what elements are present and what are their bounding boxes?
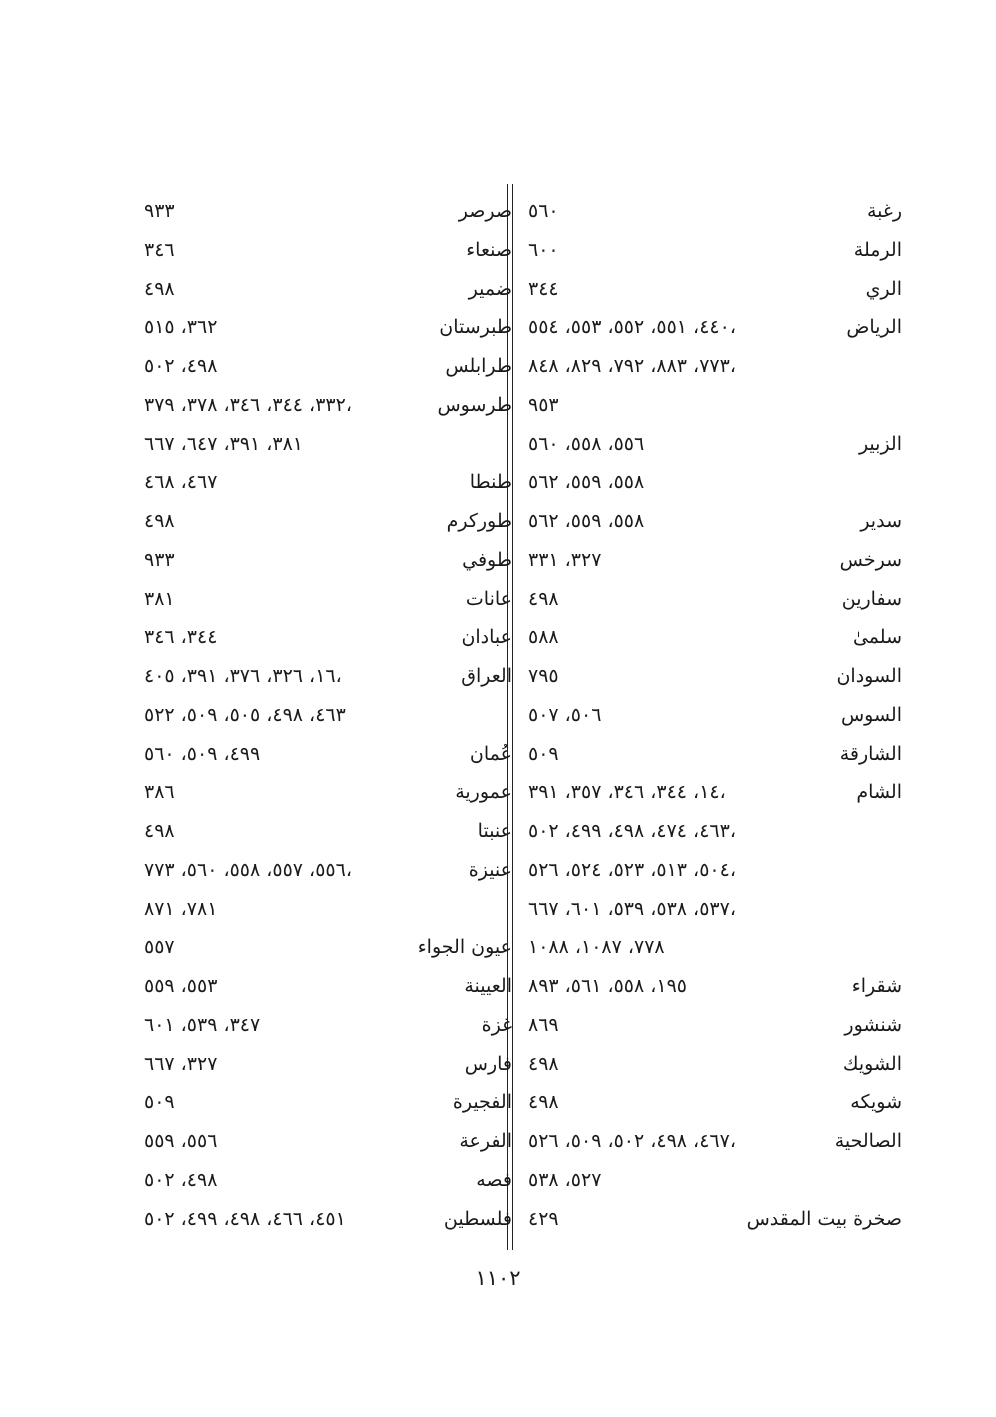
place-name: صنعاء — [466, 238, 512, 261]
place-name: طوركرم — [446, 510, 512, 532]
index-entry — [138, 890, 518, 928]
index-entry — [138, 463, 518, 501]
index-entry — [138, 773, 518, 811]
page-refs: ٤٢٩ — [528, 1207, 559, 1230]
index-entry — [522, 463, 902, 501]
index-entry — [522, 773, 902, 811]
index-entry — [522, 890, 902, 928]
page-refs: ٧٧٨، ١٠٨٧، ١٠٨٨ — [528, 936, 665, 959]
place-name: الشويك — [842, 1052, 902, 1075]
index-entry — [138, 231, 518, 269]
index-entry — [138, 851, 518, 889]
index-entry — [522, 735, 902, 773]
place-name: شنشور — [844, 1013, 902, 1036]
page-refs: ٤٩٩، ٥٠٩، ٥٦٠ — [144, 742, 261, 765]
page-refs: ٤٤٠، ٥٥١، ٥٥٢، ٥٥٣، ٥٥٤، — [528, 316, 736, 339]
place-name: العراق — [461, 665, 512, 687]
place-name: الرياض — [846, 316, 902, 339]
index-entry — [522, 192, 902, 230]
page-refs: ١٩٥، ٥٥٨، ٥٦١، ٨٩٣ — [528, 975, 688, 997]
page-refs: ٤٩٨ — [144, 277, 175, 300]
page-refs: ٤٦٣، ٤٩٨، ٥٠٥، ٥٠٩، ٥٢٢ — [144, 703, 346, 726]
place-name: فلسطين — [443, 1207, 512, 1230]
page-refs: ٣٤٧، ٥٣٩، ٦٠١ — [144, 1013, 261, 1036]
page-number: ١١٠٢ — [475, 1266, 521, 1290]
place-name: الصالحية — [834, 1130, 902, 1152]
page-refs: ٥٠٦، ٥٠٧ — [528, 703, 602, 726]
page-refs: ١٤، ٣٤٤، ٣٤٦، ٣٥٧، ٣٩١، — [528, 781, 726, 804]
place-name: طوفي — [462, 548, 512, 571]
index-entry — [522, 347, 902, 385]
place-name: عُمان — [469, 742, 512, 765]
page-refs: ٤٦٧، ٤٩٨، ٥٠٢، ٥٠٩، ٥٢٦، — [528, 1130, 736, 1152]
left-column — [138, 0, 518, 1417]
place-name: الفرعة — [459, 1130, 512, 1152]
place-name: شويكه — [850, 1091, 902, 1114]
page-refs: ٤٩٨ — [144, 510, 175, 532]
place-name: سلمىٰ — [852, 626, 902, 649]
index-entry — [522, 308, 902, 346]
page-refs: ٥٥٣، ٥٥٩ — [144, 975, 218, 997]
page-refs: ٩٥٣ — [528, 393, 559, 416]
index-entry — [522, 502, 902, 540]
page-refs: ٧٩٥ — [528, 665, 559, 687]
index-entry — [138, 696, 518, 734]
index-entry — [522, 231, 902, 269]
place-name: طرسوس — [437, 393, 512, 416]
index-entry — [138, 192, 518, 230]
page-refs: ٣٢٧، ٣٣١ — [528, 548, 602, 571]
page-refs: ٥٥٨، ٥٥٩، ٥٦٢ — [528, 471, 645, 494]
place-name: فارس — [464, 1052, 512, 1075]
place-name: الري — [865, 277, 902, 300]
index-entry — [522, 851, 902, 889]
right-column — [522, 0, 902, 1417]
page-refs: ٧٧٣، ٨٨٣، ٧٩٢، ٨٢٩، ٨٤٨، — [528, 355, 736, 377]
page-refs: ٥٨٨ — [528, 626, 559, 649]
page-refs: ٤٩٨، ٥٠٢ — [144, 1168, 218, 1191]
place-name: طبرستان — [439, 316, 512, 339]
index-entry — [522, 696, 902, 734]
index-entry — [138, 580, 518, 618]
place-name: صخرة بيت المقدس — [746, 1207, 902, 1230]
page-refs: ١٦، ٣٢٦، ٣٧٦، ٣٩١، ٤٠٥، — [144, 665, 342, 687]
index-entry — [138, 1200, 518, 1238]
index-entry — [138, 1122, 518, 1160]
place-name: عيون الجواء — [417, 936, 512, 959]
place-name: السوس — [840, 703, 902, 726]
index-entry — [522, 1200, 902, 1238]
place-name: سرخس — [839, 548, 902, 571]
place-name: ضمير — [468, 277, 512, 300]
page-refs: ٥٠٩ — [144, 1091, 175, 1114]
place-name: صرصر — [458, 200, 512, 222]
page-refs: ٣٨١ — [144, 587, 175, 610]
place-name: عبادان — [461, 626, 512, 649]
place-name: غزة — [481, 1013, 512, 1036]
index-entry — [138, 1006, 518, 1044]
page-refs: ٣٨٦ — [144, 781, 175, 804]
index-entry — [138, 1161, 518, 1199]
page-refs: ٣٤٤، ٣٤٦ — [144, 626, 218, 649]
place-name: عنبتا — [477, 820, 512, 842]
page-refs: ٥٠٩ — [528, 742, 559, 765]
index-entry — [138, 812, 518, 850]
page-refs: ٣٣٢، ٣٤٤، ٣٤٦، ٣٧٨، ٣٧٩، — [144, 393, 352, 416]
place-name: فصه — [476, 1168, 512, 1191]
place-name: العيينة — [464, 975, 512, 997]
place-name: رغبة — [866, 200, 902, 222]
index-entry — [522, 1161, 902, 1199]
page-refs: ٥٠٤، ٥١٣، ٥٢٣، ٥٢٤، ٥٢٦، — [528, 858, 736, 881]
page-refs: ٤٩٨ — [144, 820, 175, 842]
place-name: الرملة — [853, 238, 902, 261]
place-name: السودان — [836, 665, 902, 687]
page-refs: ٣٨١، ٣٩١، ٦٤٧، ٦٦٧ — [144, 432, 304, 455]
index-entry — [138, 735, 518, 773]
place-name: الشام — [856, 781, 902, 804]
index-entry — [138, 425, 518, 463]
page-refs: ٤٩٨ — [528, 1052, 559, 1075]
page-refs: ٥٢٧، ٥٣٨ — [528, 1168, 602, 1191]
page-refs: ٤٩٨ — [528, 1091, 559, 1114]
index-entry — [138, 1083, 518, 1121]
index-entry — [522, 928, 902, 966]
page-refs: ٤٩٨ — [528, 587, 559, 610]
index-entry — [138, 928, 518, 966]
page-refs: ٦٠٠ — [528, 238, 559, 261]
index-entry — [138, 541, 518, 579]
page-refs: ٣٤٤ — [528, 277, 559, 300]
place-name: طنطا — [469, 471, 512, 494]
page-refs: ٥٣٧، ٥٣٨، ٥٣٩، ٦٠١، ٦٦٧، — [528, 897, 736, 920]
place-name: عانات — [465, 587, 512, 610]
index-entry — [138, 1045, 518, 1083]
page-refs: ٣٤٦ — [144, 238, 175, 261]
place-name: سفارين — [841, 587, 902, 610]
page-refs: ٧٨١، ٨٧١ — [144, 897, 218, 920]
index-entry — [138, 967, 518, 1005]
index-entry — [522, 386, 902, 424]
index-entry — [138, 657, 518, 695]
index-entry — [522, 1122, 902, 1160]
page-refs: ٤٦٣، ٤٧٤، ٤٩٨، ٤٩٩، ٥٠٢، — [528, 820, 736, 842]
place-name: عمورية — [455, 781, 512, 804]
index-entry — [138, 308, 518, 346]
index-entry — [522, 1045, 902, 1083]
index-entry — [522, 618, 902, 656]
page-refs: ٥٥٦، ٥٥٧، ٥٥٨، ٥٦٠، ٧٧٣، — [144, 858, 352, 881]
place-name: عنيزة — [468, 858, 512, 881]
index-entry — [138, 347, 518, 385]
index-entry — [138, 618, 518, 656]
place-name: الشارقة — [839, 742, 902, 765]
place-name: الزبير — [858, 432, 902, 455]
page-refs: ٣٢٧، ٦٦٧ — [144, 1052, 218, 1075]
page-refs: ٤٦٧، ٤٦٨ — [144, 471, 218, 494]
place-name: شقراء — [851, 975, 902, 997]
index-entry — [522, 270, 902, 308]
page-refs: ٨٦٩ — [528, 1013, 559, 1036]
index-entry — [522, 425, 902, 463]
page-refs: ٤٩٨، ٥٠٢ — [144, 355, 218, 377]
index-entry — [522, 1083, 902, 1121]
page-refs: ٥٥٦، ٥٥٨، ٥٦٠ — [528, 432, 645, 455]
index-entry — [138, 386, 518, 424]
page-refs: ٩٣٣ — [144, 548, 175, 571]
index-entry — [522, 967, 902, 1005]
page-refs: ٥٥٨، ٥٥٩، ٥٦٢ — [528, 510, 645, 532]
index-entry — [522, 580, 902, 618]
page-refs: ٥٦٠ — [528, 200, 559, 222]
index-entry — [522, 657, 902, 695]
page-refs: ٥٥٧ — [144, 936, 175, 959]
place-name: سدير — [860, 510, 902, 532]
page-refs: ٤٥١، ٤٦٦، ٤٩٨، ٤٩٩، ٥٠٢ — [144, 1207, 346, 1230]
index-entry — [522, 541, 902, 579]
index-entry — [138, 502, 518, 540]
page-refs: ٥٥٦، ٥٥٩ — [144, 1130, 218, 1152]
page-refs: ٣٦٢، ٥١٥ — [144, 316, 218, 339]
index-entry — [522, 1006, 902, 1044]
place-name: طرابلس — [445, 355, 512, 377]
index-entry — [138, 270, 518, 308]
index-entry — [522, 812, 902, 850]
place-name: الفجيرة — [452, 1091, 512, 1114]
page-refs: ٩٣٣ — [144, 200, 175, 222]
